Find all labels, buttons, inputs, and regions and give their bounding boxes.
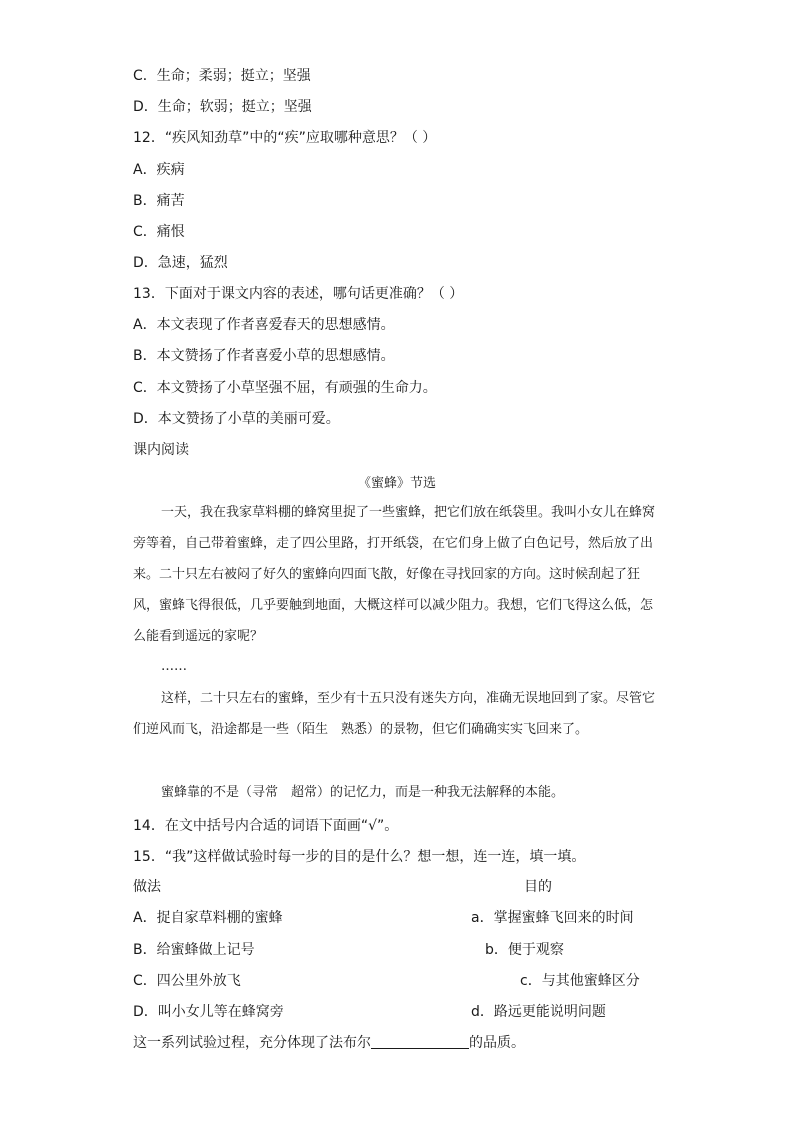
q12-option-b: B．痛苦 [133, 193, 185, 209]
q13-option-b: B．本文赞扬了作者喜爱小草的思想感情。 [133, 348, 395, 364]
passage-paragraph-1: 一天，我在我家草料棚的蜂窝里捉了一些蜜蜂，把它们放在纸袋里。我叫小女儿在蜂窝旁等着，自己带着蜜蜂，走了四公里路，打开纸袋，在它们身上做了白色记号，然后放了出来。二十只左右被闷了好久的蜜蜂向四面飞散，好像在寻找回家的方向。这时候刮起了狂风，蜜蜂飞得很低，几乎要触到地面，大概这样可以减少阻力。我想，它们飞得这么低，怎么能看到遥远的家呢？ [133, 505, 656, 644]
passage-title: 《蜜蜂》节选 [357, 476, 436, 491]
q15-fill-before: 这一系列试验过程，充分体现了法布尔 [133, 1035, 371, 1051]
q15-left-item-d: D．叫小女儿等在蜂窝旁 [133, 1004, 284, 1020]
q15-left-item-c: C．四公里外放飞 [133, 973, 241, 989]
q11-option-c: C．生命；柔弱；挺立；坚强 [133, 68, 311, 84]
q15-stem: 15．“我”这样做试验时每一步的目的是什么？想一想，连一连，填一填。 [133, 849, 586, 865]
q13-option-c: C．本文赞扬了小草坚强不屈，有顽强的生命力。 [133, 380, 437, 396]
passage-ellipsis: …… [161, 659, 187, 674]
q14-stem: 14．在文中括号内合适的词语下面画“√”。 [133, 818, 399, 834]
q11-option-d: D．生命；软弱；挺立；坚强 [133, 99, 312, 115]
q15-left-header: 做法 [133, 879, 161, 895]
passage-paragraph-3: 蜜蜂靠的不是（寻常 超常）的记忆力，而是一种我无法解释的本能。 [161, 785, 565, 800]
q15-right-item-c: c．与其他蜜蜂区分 [520, 973, 640, 989]
section-label: 课内阅读 [133, 442, 189, 458]
q15-right-item-b: b．便于观察 [485, 942, 564, 958]
q15-right-item-a: a．掌握蜜蜂飞回来的时间 [471, 910, 634, 926]
q15-fill-after: 的品质。 [469, 1035, 525, 1051]
q13-option-d: D．本文赞扬了小草的美丽可爱。 [133, 411, 340, 427]
q15-right-item-d: d．路远更能说明问题 [471, 1004, 606, 1020]
q15-fill-line [133, 1033, 525, 1053]
q12-option-a: A．疾病 [133, 162, 185, 178]
q15-right-header: 目的 [524, 879, 552, 895]
q13-stem: 13．下面对于课文内容的表述，哪句话更准确？（ ） [133, 286, 464, 302]
q12-stem: 12．“疾风知劲草”中的“疾”应取哪种意思？（ ） [133, 130, 437, 146]
q15-left-item-a: A．捉自家草料棚的蜜蜂 [133, 910, 283, 926]
q12-option-c: C．痛恨 [133, 224, 185, 240]
q15-left-item-b: B．给蜜蜂做上记号 [133, 942, 255, 958]
passage-paragraph-2: 这样，二十只左右的蜜蜂，至少有十五只没有迷失方向，准确无误地回到了家。尽管它们逆风而飞，沿途都是一些（陌生 熟悉）的景物，但它们确确实实飞回来了。 [133, 691, 656, 737]
q15-answer-blank[interactable] [371, 1034, 469, 1049]
q13-option-a: A．本文表现了作者喜爱春天的思想感情。 [133, 317, 395, 333]
q12-option-d: D．急速，猛烈 [133, 255, 228, 271]
